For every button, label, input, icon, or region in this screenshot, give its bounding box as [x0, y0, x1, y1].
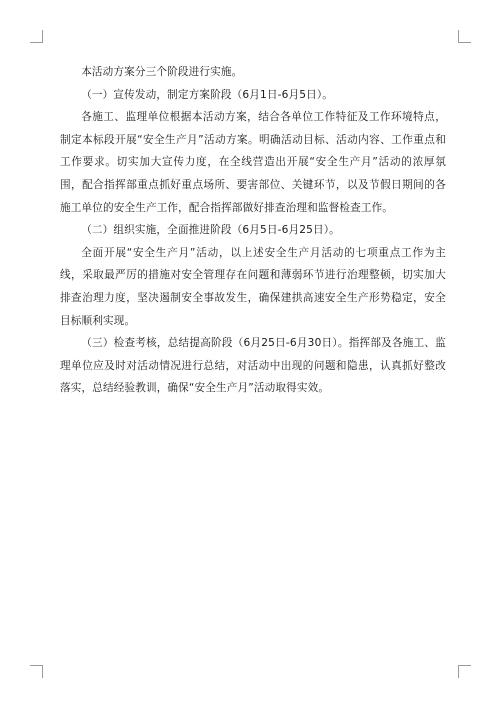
crop-mark-top-right	[458, 30, 471, 43]
document-body	[60, 61, 446, 400]
paragraph-phase-1-heading: （一）宣传发动，制定方案阶段（6月1日-6月5日）。	[81, 88, 334, 101]
paragraph-phase-3: （三）检查考核，总结提高阶段（6月25日-6月30日）。指挥部及各施工、监理单位应及时对活动情况进行总结，对活动中出现的问题和隐患，认真抓好整改落实，总结经验教训，确保“安全生产月”活动取得实效。	[60, 337, 446, 395]
crop-mark-bottom-right	[458, 665, 471, 678]
paragraph-intro: 本活动方案分三个阶段进行实施。	[81, 66, 243, 78]
crop-mark-bottom-left	[30, 665, 43, 678]
paragraph-phase-2-body: 全面开展“安全生产月”活动，以上述安全生产月活动的七项重点工作为主线，采取最严厉的措施对安全管理存在问题和薄弱环节进行治理整顿，切实加大排查治理力度，坚决遏制安全事故发生，确保建拱高速安全生产形势稳定，安全目标顺利实现。	[60, 246, 446, 327]
paragraph-phase-2-heading: （二）组织实施，全面推进阶段（6月5日-6月25日）。	[81, 224, 340, 237]
paragraph-phase-1-body: 各施工、监理单位根据本活动方案，结合各单位工作特征及工作环境特点，制定本标段开展“安全生产月”活动方案。明确活动目标、活动内容、工作重点和工作要求。切实加大宣传力度，在全线营造出开展“安全生产月”活动的浓厚氛围，配合指挥部重点抓好重点场所、要害部位、关键环节，以及节假日期间的各施工单位的安全生产工作，配合指挥部做好排查治理和监督检查工作。	[60, 111, 446, 214]
crop-mark-top-left	[30, 30, 43, 43]
